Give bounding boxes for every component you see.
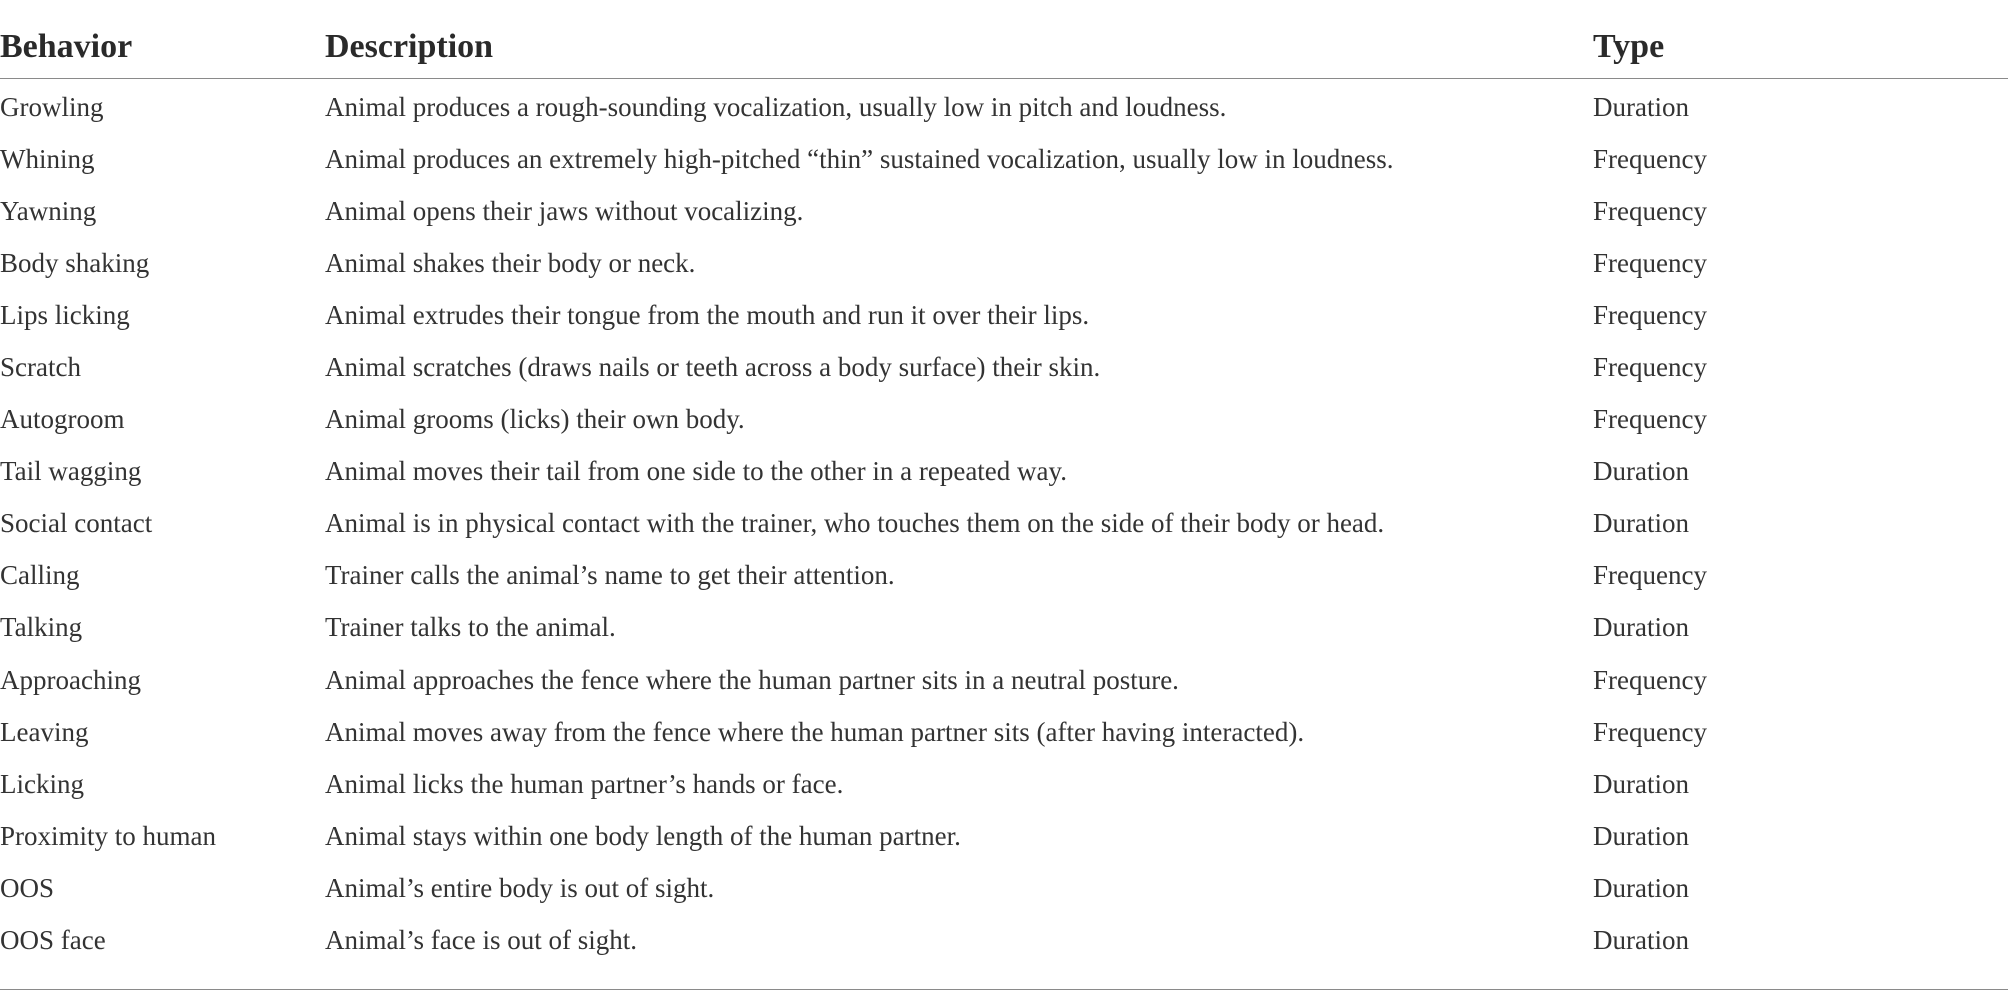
description-cell: Animal’s face is out of sight.: [325, 925, 637, 956]
table-row: [0, 810, 2008, 862]
type-cell: Duration: [1593, 456, 1689, 487]
type-cell: Duration: [1593, 768, 1689, 799]
table-row: [0, 706, 2008, 758]
column-header-behavior: Behavior: [0, 20, 325, 79]
description-cell: Animal is in physical contact with the trainer, who touches them on the side of their body or head.: [325, 508, 1385, 539]
type-cell: Duration: [1593, 612, 1689, 643]
table-bottom-rule: [0, 989, 2008, 990]
type-cell: Frequency: [1593, 143, 1707, 174]
behavior-cell: Autogroom: [0, 404, 125, 435]
behavior-cell: Proximity to human: [0, 820, 216, 851]
behavior-cell: Talking: [0, 612, 83, 643]
behavior-cell: Tail wagging: [0, 456, 142, 487]
behavior-cell: Body shaking: [0, 247, 150, 278]
description-cell: Animal produces an extremely high-pitched “thin” sustained vocalization, usually low in loudness.: [325, 143, 1394, 174]
type-cell: Duration: [1593, 508, 1689, 539]
description-cell: Trainer talks to the animal.: [325, 612, 616, 643]
behavior-cell: Leaving: [0, 716, 89, 747]
table-row: [0, 341, 2008, 393]
description-cell: Animal grooms (licks) their own body.: [325, 404, 745, 435]
type-cell: Frequency: [1593, 560, 1707, 591]
behavior-cell: OOS face: [0, 925, 106, 956]
behavior-cell: Approaching: [0, 664, 141, 695]
description-cell: Animal produces a rough-sounding vocalization, usually low in pitch and loudness.: [325, 91, 1227, 122]
table-row: [0, 185, 2008, 237]
table-row: [0, 550, 2008, 602]
behavior-cell: Yawning: [0, 195, 97, 226]
type-cell: Frequency: [1593, 664, 1707, 695]
table-row: [0, 394, 2008, 446]
table-row: [0, 133, 2008, 185]
table-row: [0, 915, 2008, 967]
table-row: [0, 758, 2008, 810]
type-cell: Frequency: [1593, 404, 1707, 435]
description-cell: Animal stays within one body length of the human partner.: [325, 820, 961, 851]
behavior-cell: Calling: [0, 560, 80, 591]
description-cell: Animal approaches the fence where the human partner sits in a neutral posture.: [325, 664, 1179, 695]
table-header: [0, 20, 2008, 79]
table-row: [0, 862, 2008, 914]
behavior-cell: Lips licking: [0, 299, 130, 330]
table-body: [0, 79, 2008, 967]
description-cell: Animal licks the human partner’s hands or face.: [325, 768, 844, 799]
behavior-cell: Social contact: [0, 508, 153, 539]
table-row: [0, 498, 2008, 550]
type-cell: Duration: [1593, 91, 1689, 122]
behavior-cell: Whining: [0, 143, 95, 174]
type-cell: Frequency: [1593, 195, 1707, 226]
type-cell: Frequency: [1593, 716, 1707, 747]
description-cell: Animal moves away from the fence where the human partner sits (after having interacted).: [325, 716, 1305, 747]
description-cell: Animal shakes their body or neck.: [325, 247, 696, 278]
type-cell: Duration: [1593, 925, 1689, 956]
behavior-cell: OOS: [0, 872, 55, 903]
behavior-cell: Licking: [0, 768, 84, 799]
description-cell: Animal scratches (draws nails or teeth across a body surface) their skin.: [325, 352, 1101, 383]
behavior-table: [0, 20, 2008, 967]
table-row: [0, 654, 2008, 706]
description-cell: Animal moves their tail from one side to the other in a repeated way.: [325, 456, 1068, 487]
behavior-cell: Growling: [0, 91, 104, 122]
type-cell: Duration: [1593, 872, 1689, 903]
table-row: [0, 289, 2008, 341]
column-header-description: Description: [325, 20, 1593, 79]
table-row: [0, 237, 2008, 289]
table-row: [0, 79, 2008, 134]
table-row: [0, 602, 2008, 654]
table-row: [0, 446, 2008, 498]
description-cell: Animal opens their jaws without vocalizing.: [325, 195, 804, 226]
description-cell: Animal’s entire body is out of sight.: [325, 872, 715, 903]
header-row: [0, 20, 2008, 79]
type-cell: Frequency: [1593, 247, 1707, 278]
type-cell: Frequency: [1593, 352, 1707, 383]
behavior-cell: Scratch: [0, 352, 81, 383]
column-header-type: Type: [1593, 20, 2008, 79]
type-cell: Duration: [1593, 820, 1689, 851]
description-cell: Trainer calls the animal’s name to get their attention.: [325, 560, 895, 591]
description-cell: Animal extrudes their tongue from the mouth and run it over their lips.: [325, 299, 1090, 330]
type-cell: Frequency: [1593, 299, 1707, 330]
